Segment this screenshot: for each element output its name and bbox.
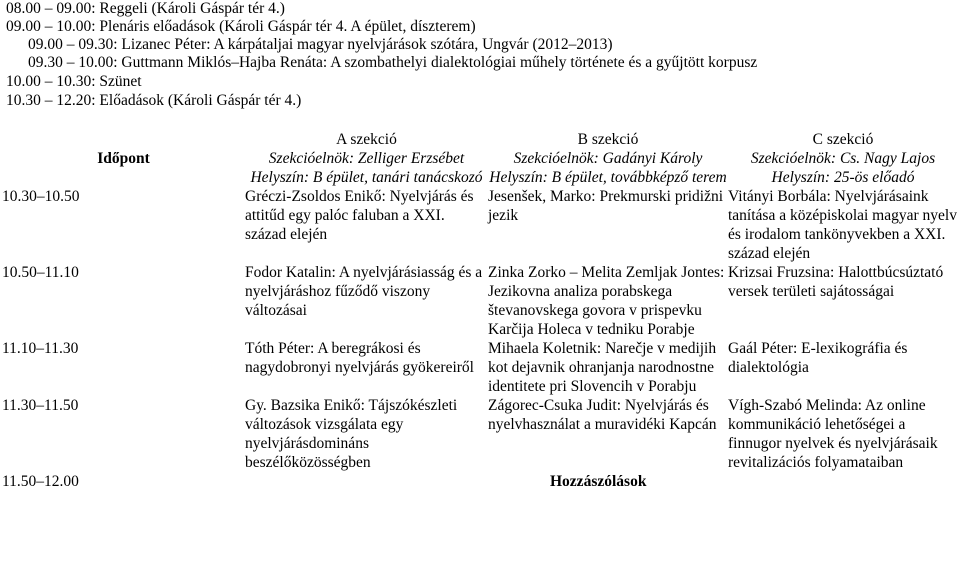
talk-a: Tóth Péter: A beregrákosi és nagydobronyi nyelvjárás gyökereiről bbox=[245, 340, 474, 376]
section-b-place: Helyszín: B épület, továbbképző terem bbox=[489, 169, 727, 186]
talk-b: Mihaela Koletnik: Narečje v medijih kot dejavnik ohranjanja narodnostne identitete pri Slovencih v Porabju bbox=[488, 340, 717, 395]
intro-line-guttmann: 09.30 – 10.00: Guttmann Miklós–Hajba Renáta: A szombathelyi dialektológiai műhely története és a gyűjtött korpusz bbox=[28, 54, 758, 71]
section-b-chair: Szekcióelnök: Gadányi Károly bbox=[513, 150, 703, 167]
section-a-header bbox=[245, 130, 488, 187]
section-b-title: B szekció bbox=[577, 131, 639, 148]
intro-line-lizanec: 09.00 – 09.30: Lizanec Péter: A kárpátaljai magyar nyelvjárások szótára, Ungvár (2012–2013) bbox=[28, 36, 613, 53]
time-header: Időpont bbox=[97, 150, 150, 167]
intro-line-breakfast: 08.00 – 09.00: Reggeli (Károli Gáspár tér 4.) bbox=[6, 0, 285, 17]
section-b-header bbox=[488, 130, 728, 187]
section-a-title: A szekció bbox=[336, 131, 397, 148]
table-row bbox=[2, 263, 958, 339]
talk-c: Vitányi Borbála: Nyelvjárásaink tanítása a középiskolai magyar nyelv és irodalom tankönyvekben a XXI. század elején bbox=[728, 188, 957, 262]
talk-a: Fodor Katalin: A nyelvjárásiasság és a nyelvjáráshoz fűződő viszony változásai bbox=[245, 264, 483, 319]
slot-time: 11.10–11.30 bbox=[2, 340, 79, 357]
talk-b: Zágorec-Csuka Judit: Nyelvjárás és nyelvhasználat a muravidéki Kapcán bbox=[488, 397, 717, 433]
section-a-chair: Szekcióelnök: Zelliger Erzsébet bbox=[268, 150, 465, 167]
slot-time: 10.50–11.10 bbox=[2, 264, 79, 281]
talk-c: Gaál Péter: E-lexikográfia és dialektológia bbox=[728, 340, 908, 376]
talk-c: Krizsai Fruzsina: Halottbúcsúztató versek területi sajátosságai bbox=[728, 264, 944, 300]
section-c-title: C szekció bbox=[812, 131, 874, 148]
closing-time: 11.50–12.00 bbox=[2, 473, 79, 490]
talk-b: Jesenšek, Marko: Prekmurski pridižni jezik bbox=[488, 188, 724, 224]
talk-c: Vígh-Szabó Melinda: Az online kommunikáció lehetőségei a finnugor nyelvek és nyelvjárásaik revitalizációs folyamataiban bbox=[728, 397, 938, 471]
intro-line-break: 10.00 – 10.30: Szünet bbox=[6, 73, 142, 90]
table-row bbox=[2, 339, 958, 396]
slot-time: 11.30–11.50 bbox=[2, 397, 79, 414]
intro-line-plenary: 09.00 – 10.00: Plenáris előadások (Károli Gáspár tér 4. A épület, díszterem) bbox=[6, 18, 476, 35]
talk-b: Zinka Zorko – Melita Zemljak Jontes: Jezikovna analiza porabskega števanovskega govora v prispevku Karčija Holeca v tedniku Porabje bbox=[488, 264, 725, 338]
talk-a: Gréczi-Zsoldos Enikő: Nyelvjárás és attitűd egy palóc faluban a XXI. század elején bbox=[245, 188, 474, 243]
schedule-header-row bbox=[2, 130, 958, 187]
section-a-place: Helyszín: B épület, tanári tanácskozó bbox=[250, 169, 483, 186]
slot-time: 10.30–10.50 bbox=[2, 188, 80, 205]
intro-line-talks: 10.30 – 12.20: Előadások (Károli Gáspár tér 4.) bbox=[6, 92, 302, 109]
table-row bbox=[2, 396, 958, 472]
section-c-place: Helyszín: 25-ös előadó bbox=[771, 169, 915, 186]
closing-row bbox=[2, 472, 958, 491]
section-c-header bbox=[728, 130, 958, 187]
closing-label: Hozzászólások bbox=[550, 473, 647, 490]
talk-a: Gy. Bazsika Enikő: Tájszókészleti változások vizsgálata egy nyelvjárásdomináns beszélőközösségben bbox=[245, 397, 458, 471]
section-c-chair: Szekcióelnök: Cs. Nagy Lajos bbox=[750, 150, 936, 167]
schedule-table bbox=[2, 130, 958, 491]
table-row bbox=[2, 187, 958, 263]
